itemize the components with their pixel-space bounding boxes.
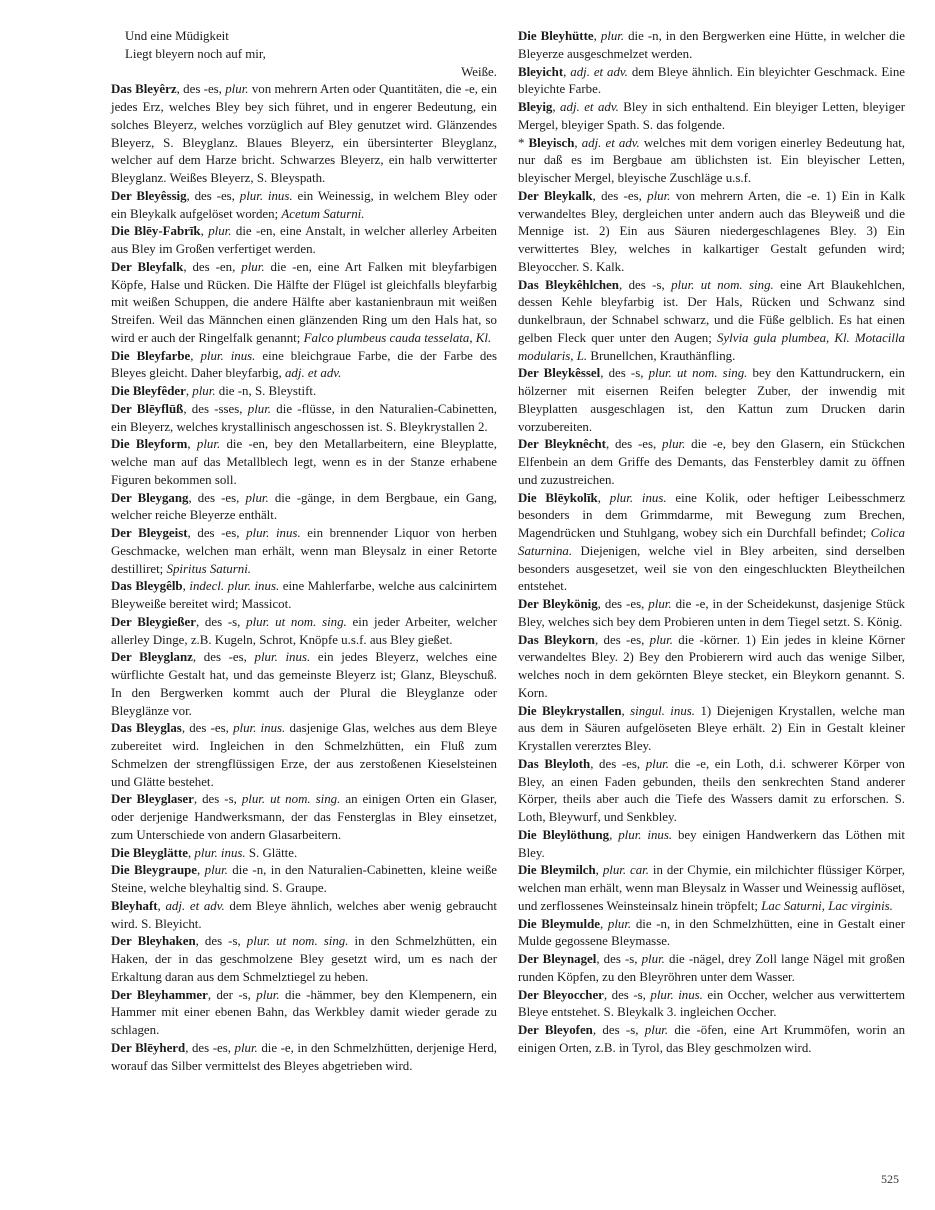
entry-text: , des -es, [590, 756, 646, 771]
entry-text: , des -en, [183, 259, 242, 274]
entry-text: die -körner. 1) Ein jedes in kleine Körner verwandeltes Bley. 2) Bey den Probierern wird auch das wenige Silber, welches noch in dem gekörnten Bleye stecket, ein Bleykorn genannt. S. Korn. [518, 632, 905, 700]
entry-text: , [185, 384, 193, 398]
entry-italic-text: plur. [192, 384, 216, 398]
dictionary-entry [111, 898, 497, 934]
left-entries [111, 81, 497, 1075]
entry-italic-text: adj. et adv. [560, 100, 619, 114]
dictionary-entry [111, 1040, 497, 1076]
dictionary-entry [111, 578, 497, 614]
entry-text: Bley in sich enthaltend. Ein bleyiger Letten, bleyiger Mergel, bleyiger Spath. S. das folgende. [518, 100, 905, 132]
entry-headword: Die Blēy-Fabrīk [111, 224, 201, 239]
dictionary-entry [518, 987, 905, 1023]
dictionary-entry [518, 64, 905, 100]
entry-text: ein Weinessig, in welchem Bley oder ein Bleykalk aufgelöset worden; [111, 188, 498, 221]
entry-headword: Der Bleykêssel [518, 366, 601, 381]
entry-text: die -en, bey den Metallarbeitern, eine Bleyplatte, welche man auf das Metallblech legt, wenn es in der Stanze erhabene Figuren bekommen soll. [111, 437, 497, 487]
entry-italic-text: plur. inus. [254, 650, 311, 665]
entry-italic-text: plur. [641, 952, 665, 966]
entry-italic-text: Lac Saturni, Lac virginis. [761, 898, 893, 913]
entry-text: , des -s, [195, 934, 247, 949]
entry-italic-text: plur. inus. [609, 490, 667, 505]
entry-text: die -n, S. Bleystift. [215, 384, 317, 398]
entry-text: , [190, 348, 201, 363]
entry-text: , des -es, [185, 1040, 235, 1055]
entry-text: eine bleichgraue Farbe, die der Farbe des Bleyes gleicht. Daher bleyfarbig, [111, 348, 498, 381]
entry-text: , [595, 863, 603, 878]
entry-headword: Die Bleyfarbe [111, 348, 191, 363]
entry-italic-text: plur. [241, 259, 265, 274]
entry-text: 1) Diejenigen Krystallen, welche man aus dem in Säuren aufgelöseten Bleye erhält. 2) Ein in Gestalt kleiner Krystallen vererztes Bley. [518, 703, 905, 753]
dictionary-entry [518, 1022, 905, 1058]
entry-headword: Bleyhaft [111, 898, 158, 913]
entry-italic-text: plur. [196, 437, 221, 452]
entry-headword: Die Bleykrystallen [518, 703, 622, 718]
entry-headword: Der Bleyfalk [111, 259, 184, 274]
entry-italic-text: plur. [648, 597, 672, 611]
entry-italic-text: plur. ut nom. sing. [241, 792, 341, 807]
entry-headword: Der Blēyherd [111, 1040, 186, 1055]
entry-text: eine Mahlerfarbe, welche aus calcinirtem Bleyweiße bereitet wird; Massicot. [111, 579, 497, 611]
entry-headword: Der Bleynagel [518, 952, 597, 966]
entry-text: Brunellchen, Krauthänfling. [587, 348, 736, 363]
entry-headword: Das Bleyglas [111, 721, 182, 736]
entry-text: bey einigen Handwerkern das Löthen mit Bley. [518, 827, 905, 860]
dictionary-entry [518, 632, 905, 703]
dictionary-entry [111, 259, 497, 348]
entry-text: ein jedes Bleyerz, welches eine würflichte Gestalt hat, und das gemeinste Bleyerz ist; Glanz, Bleyschuß. In den Bergwerken kommt auch der Plural die Bleyglanze oder Bleyglänze vor. [111, 650, 498, 718]
entry-italic-text: plur. [204, 863, 228, 878]
entry-text: von mehrern Arten, die -e. 1) Ein in Kalk verwandeltes Bley, dergleichen unter andern auch das Bleyweiß und die Mennige ist. 2) Ein aus Säuren niedergeschlagenes Bley. 3) Ein verwittertes Bley, welches in kalkartiger Gestalt gefunden wird; Bleyoccher. S. Kalk. [518, 188, 906, 274]
dictionary-entry [518, 135, 905, 188]
entry-italic-text: adj. et adv. [581, 135, 640, 150]
entry-italic-text: plur. inus. [239, 188, 293, 203]
dictionary-entry [518, 862, 905, 915]
entry-text: , [597, 490, 610, 505]
dictionary-entry [111, 649, 497, 720]
entry-text: die -flüsse, in den Naturalien-Cabinetten, ein Bleyerz, welches krystallinisch angeschossen ist. S. Bleykrystallen 2. [111, 401, 497, 434]
entry-text: ein Occher, welcher aus verwittertem Bleye entstehet. S. Bleykalk 3. ingleichen Occher. [518, 987, 905, 1020]
entry-headword: Bleyig [518, 100, 553, 114]
dictionary-entry [518, 277, 905, 366]
dictionary-entry [518, 28, 905, 64]
verse-line: Und eine Müdigkeit [125, 29, 229, 43]
entry-italic-text: plur. ut nom. sing. [671, 277, 774, 292]
entry-italic-text: plur. ut nom. sing. [246, 614, 347, 629]
entry-headword: Die Bleyfêder [111, 384, 186, 398]
entry-text: , [552, 100, 561, 114]
entry-text: die -n, in den Bergwerken eine Hütte, in welcher die Bleyerze ausgeschmelzet werden. [518, 29, 905, 61]
entry-headword: Der Bleyoccher [518, 987, 604, 1002]
entry-text: die -e, in der Scheidekunst, dasjenige Stück Bley, welches sich bey dem Probieren unten in dem Tiegel setzt. S. König. [518, 597, 905, 629]
entry-text: die -e, in den Schmelzhütten, derjenige Herd, worauf das Silber vermittelst des Bleyes abgetrieben wird. [111, 1040, 498, 1073]
entry-headword: Das Bleyloth [518, 756, 591, 771]
entry-headword: Die Bleymulde [518, 916, 600, 931]
entry-text: , [600, 916, 608, 931]
dictionary-entry [111, 436, 497, 489]
left-column [111, 28, 497, 1075]
entry-headword: Der Bleyhammer [111, 987, 208, 1002]
entry-text: eine Art Blaukehlchen, dessen Kehle bleyfarbig ist. Der Hals, Rücken und Schwanz sind dunkelbraun, der Schnabel schwarz, und die Füße gelblich. Es hat einen gelben Fleck quer unter den Augen; [518, 277, 905, 345]
entry-text: , [563, 64, 571, 79]
page-number: 525 [881, 1172, 899, 1186]
entry-italic-text: plur. inus. [200, 348, 256, 363]
entry-italic-text: plur. ut nom. sing. [246, 934, 349, 949]
entry-italic-text: plur. inus. [233, 721, 286, 736]
entry-italic-text: Acetum Saturni. [281, 206, 365, 221]
entry-text: ein jeder Arbeiter, welcher allerley Dinge, z.B. Kugeln, Schrot, Knöpfe u.s.f. aus Bley gießet. [111, 614, 497, 647]
entry-headword: Der Bleyglaser [111, 792, 194, 807]
dictionary-entry [518, 490, 905, 597]
dictionary-entry [111, 383, 497, 401]
entry-text: eine Kolik, oder heftiger Leibesschmerz besonders in dem Grimmdarme, mit Bewegung zum Brechen, Magendrücken und Stuhlgang, wobey sich ein Durchfall befindet; [518, 490, 905, 540]
entry-marker: * [518, 135, 529, 150]
entry-text: , des -es, [594, 632, 650, 647]
entry-italic-text: indecl. plur. inus. [189, 579, 280, 594]
entry-headword: Der Bleyglanz [111, 650, 193, 665]
entry-text: die -en, eine Art Falken mit bleyfarbigen Köpfe, Halse und Rücken. Die Hälfte der Flügel ist gleichfalls bleyfarbig mit weißen Schuppen, die andere Hälfte aber kastanienbraun mit weißen Streifen. Weil das Männchen einen glänzenden Ring um den Hals hat, so wird er auch der Ringelfalk genannt; [111, 259, 498, 345]
dictionary-entry [518, 596, 905, 632]
dictionary-entry [111, 490, 497, 526]
entry-text: , [621, 703, 631, 718]
entry-italic-text: adj. et adv. [570, 64, 628, 79]
entry-headword: Die Blēykolīk [518, 490, 598, 505]
entry-text: , des -es, [592, 188, 648, 203]
entry-text: , des -s, [618, 277, 672, 292]
entry-headword: Bleyicht [518, 64, 564, 79]
entry-italic-text: plur. [649, 632, 673, 647]
entry-text: die -en, eine Anstalt, in welcher allerley Arbeiten aus Bley im Großen verfertiget werden. [111, 224, 497, 256]
entry-text: , des -es, [176, 82, 226, 97]
dictionary-entry [518, 365, 905, 436]
entry-text: , [187, 845, 195, 860]
entry-text: , [197, 863, 205, 878]
dictionary-entry [518, 436, 905, 489]
dictionary-entry [111, 348, 497, 384]
entry-text: , des -es, [192, 650, 255, 665]
entry-text: die -hämmer, bey den Klempenern, ein Hammer mit einer ebenen Bahn, das Werkbley damit wieder gerade zu schlagen. [111, 987, 497, 1037]
entry-text: die -gänge, in dem Bergbaue, ein Gang, welcher reiche Bleyerze enthält. [111, 490, 497, 523]
entry-headword: Der Bleyknêcht [518, 437, 606, 452]
entry-headword: Das Bleykêhlchen [518, 277, 619, 292]
entry-text: , des -s, [193, 792, 242, 807]
entry-text: dasjenige Glas, welches aus dem Bleye zubereitet wird. Ingleichen in den Schmelzhütten, ein Fluß zum Schmelzen der strengflüssigen Erze, der aus zerstoßenen Kieselsteinen und Glätte bestehet. [111, 721, 497, 789]
entry-headword: Der Bleykönig [518, 597, 598, 611]
entry-italic-text: plur. [247, 401, 272, 416]
dictionary-entry [111, 720, 497, 791]
entry-text: , [182, 579, 190, 594]
entry-text: , [157, 898, 166, 913]
dictionary-entry [111, 862, 497, 898]
entry-italic-text: plur. inus. [194, 845, 246, 860]
entry-text: die -öfen, eine Art Krummöfen, worin an einigen Orten, z.B. in Tyrol, das Bley geschmolzen wird. [518, 1023, 906, 1055]
entry-text: , des -s, [592, 1023, 645, 1037]
entry-italic-text: plur. [225, 82, 249, 97]
entry-italic-text: plur. [607, 916, 632, 931]
entry-italic-text: plur. inus. [246, 526, 301, 540]
entry-headword: Die Bleygraupe [111, 863, 198, 878]
entry-italic-text: plur. inus. [618, 827, 673, 842]
entry-italic-text: plur. [644, 1023, 669, 1037]
entry-headword: Der Bleygießer [111, 614, 196, 629]
entry-italic-text: Spiritus Saturni. [166, 561, 252, 576]
entry-text: die -n, in den Naturalien-Cabinetten, kleine weiße Steine, welche bleyhaltig sind. S. Graupe. [111, 863, 497, 895]
entry-italic-text: plur. [256, 987, 280, 1002]
entry-text: , des -es, [188, 490, 246, 505]
entry-italic-text: plur. [645, 756, 669, 771]
entry-headword: Der Bleygeist [111, 526, 188, 540]
entry-headword: Der Bleykalk [518, 188, 593, 203]
entry-italic-text: Colica Saturnina. [518, 526, 905, 558]
right-entries [518, 28, 905, 1058]
dictionary-entry [518, 703, 905, 756]
entry-text: , des -s, [195, 614, 247, 629]
entry-text: dem Bleye ähnlich. Ein bleyichter Geschmack. Eine bleyichte Farbe. [518, 64, 905, 97]
entry-text: , des -sses, [183, 401, 248, 416]
entry-text: dem Bleye ähnlich, welches aber wenig gebraucht wird. S. Bleyicht. [111, 898, 497, 931]
entry-headword: Die Bleymilch [518, 863, 596, 878]
dictionary-entry [518, 827, 905, 863]
entry-text: , des -es, [187, 526, 247, 540]
entry-text: , [593, 29, 601, 43]
entry-italic-text: plur. [647, 188, 671, 203]
entry-text: die -nägel, drey Zoll lange Nägel mit großen runden Köpfen, zu den Bleyröhren unter dem Wasser. [518, 952, 906, 984]
entry-headword: Das Bleykorn [518, 632, 595, 647]
verse-line: Liegt bleyern noch auf mir, [125, 46, 266, 61]
dictionary-entry [111, 791, 497, 844]
entry-italic-text: plur. [600, 29, 625, 43]
entry-headword: Bleyisch [528, 135, 575, 150]
entry-italic-text: adj. et adv. [165, 898, 225, 913]
dictionary-entry [518, 188, 905, 277]
entry-text: , des -es, [181, 721, 234, 736]
dictionary-entry [111, 987, 497, 1040]
entry-text: , des -es, [597, 597, 649, 611]
entry-text: , des -es, [605, 437, 663, 452]
entry-text: von mehrern Arten oder Quantitäten, die -e, ein jedes Erz, welches Bley bey sich führet, und in engerer Bedeutung, ein solches Bleyerz, welches vorzüglich auf Bley genutzet wird. Glänzendes Bleyerz, S. Bleyglanz. Blaues Bleyerz, ein übersinterter Bleyglanz, welcher auf dem Harze bricht. Schwarzes Bleyerz, ein halb verwitterter Bleyglanz. Weißes Bleyerz, S. Bleyspath. [111, 82, 497, 185]
entry-headword: Die Bleylöthung [518, 827, 610, 842]
entry-text: , [574, 135, 582, 150]
entry-text: , des -es, [186, 188, 240, 203]
entry-italic-text: Falco plumbeus cauda tesselata, Kl. [303, 330, 492, 345]
entry-text: , der -s, [207, 987, 257, 1002]
entry-headword: Das Bleyêrz [111, 82, 177, 97]
entry-text: in der Chymie, ein milchichter flüssiger Körper, welchen man erhält, wenn man Bleysalz in Wasser und Weinessig auflöset, und zerflossenes Weinsteinsalz hinein tröpfelt; [518, 863, 905, 913]
dictionary-entry [518, 99, 905, 135]
dictionary-entry [518, 951, 905, 987]
entry-headword: Der Blēyflūß [111, 401, 184, 416]
entry-headword: Die Bleyhütte [518, 29, 594, 43]
entry-headword: Der Bleyhaken [111, 934, 196, 949]
entry-text: , des -s, [596, 952, 642, 966]
dictionary-entry [518, 756, 905, 827]
entry-italic-text: Sylvia gula plumbea, Kl. Motacilla modularis, L. [518, 330, 905, 363]
entry-text: ein brennender Liquor von herben Geschmacke, welchen man erhält, wenn man Bleysalz in einer Retorte destilliret; [111, 526, 497, 576]
entry-headword: Das Bleygêlb [111, 579, 183, 594]
entry-italic-text: plur. [208, 224, 232, 239]
entry-italic-text: plur. inus. [650, 987, 703, 1002]
dictionary-entry [111, 614, 497, 650]
entry-text: Diejenigen, welche viel in Bley arbeiten, sind derselben besonders ausgesetzet, weil sie von den eingeschluckten Bleytheilchen entstehet. [518, 543, 905, 594]
entry-headword: Der Bleyofen [518, 1023, 593, 1037]
entry-headword: Der Bleyêssig [111, 188, 187, 203]
entry-text: , [187, 437, 197, 452]
dictionary-entry [111, 223, 497, 259]
entry-italic-text: plur. [234, 1040, 258, 1055]
dictionary-entry [111, 188, 497, 224]
entry-text: die -n, in den Schmelzhütten, eine in Gestalt einer Mulde gegossene Bleymasse. [518, 916, 905, 949]
dictionary-entry [111, 401, 497, 437]
entry-text: die -e, bey den Glasern, ein Stückchen Elfenbein an dem Griffe des Demants, das Fensterbley damit zu öffnen und zuzustreichen. [518, 437, 906, 487]
dictionary-entry [111, 933, 497, 986]
dictionary-entry [111, 81, 497, 188]
right-column [518, 28, 905, 1058]
entry-italic-text: plur. [662, 437, 686, 452]
entry-text: an einigen Orten ein Glaser, oder derjenige Handwerksmann, der das Fensterglas in Bley einsetzet, zum Unterschiede von andern Glasarbeitern. [111, 792, 497, 842]
entry-italic-text: plur. ut nom. sing. [648, 366, 748, 381]
entry-headword: Die Bleyform [111, 437, 188, 452]
entry-text: die -e, ein Loth, d.i. schwerer Körper von Bley, an einen Faden gebunden, theils den senkrechten Stand anderer Körper, theils aber auch die Tiefe des Wassers damit zu erforschen. S. Loth, Bleywurf, und Senkbley. [518, 756, 905, 824]
entry-text: S. Glätte. [245, 845, 298, 860]
entry-text: , des -s, [600, 366, 649, 381]
entry-text: , [609, 827, 619, 842]
entry-text: , [200, 224, 209, 239]
entry-italic-text: plur. car. [602, 863, 649, 878]
dictionary-entry [111, 525, 497, 578]
dictionary-entry [518, 916, 905, 952]
entry-text: welches mit dem vorigen einerley Bedeutung hat, nur daß es im Bergbaue am üblichsten ist. Ein bleyischer Letten, bleyischer Mergel, bleyische Zuschläge u.s.f. [518, 135, 905, 185]
entry-italic-text: adj. et adv. [284, 366, 342, 381]
verse-attribution: Weiße. [461, 64, 497, 79]
entry-text: , des -s, [603, 987, 651, 1002]
dictionary-entry [111, 845, 497, 863]
entry-italic-text: singul. inus. [630, 703, 696, 718]
entry-headword: Die Bleyglätte [111, 845, 188, 860]
entry-text: bey den Kattundruckern, ein hölzerner mit eisernen Reifen belegter Zuber, der inwendig mit Bleyplatten ausgeschlagen ist, den Kattun zum Drucken darin vorzubereiten. [518, 366, 905, 434]
entry-text: in den Schmelzhütten, ein Haken, der in das geschmolzene Bley gesetzt wird, um es nach der Erkaltung daran aus dem Schmelztiegel zu heben. [111, 934, 497, 984]
entry-headword: Der Bleygang [111, 490, 189, 505]
entry-italic-text: plur. [245, 490, 269, 505]
